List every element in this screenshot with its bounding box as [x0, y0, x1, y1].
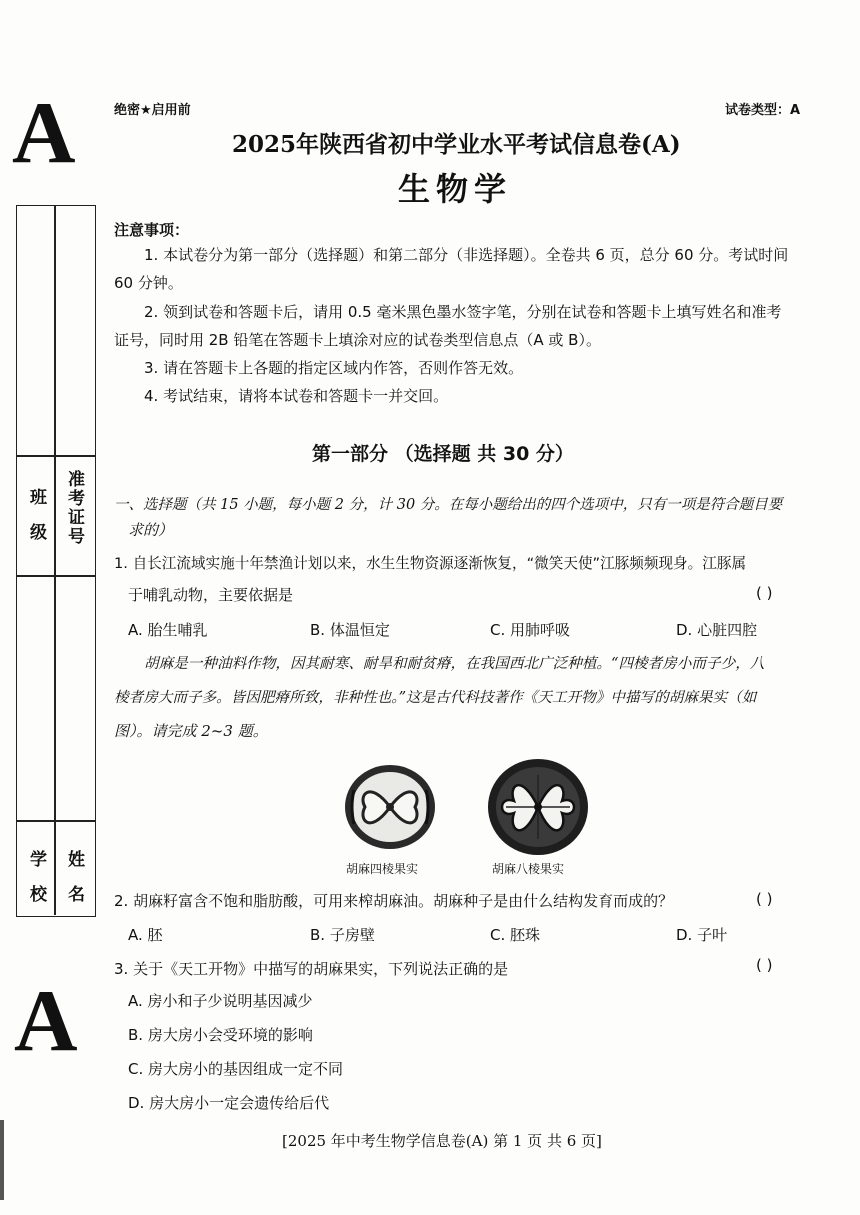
scan-edge-shadow	[0, 1120, 4, 1200]
notice-line: 60 分钟。	[114, 274, 183, 292]
notice-heading: 注意事项：	[114, 221, 190, 239]
notice-line: 4. 考试结束，请将本试卷和答题卡一并交回。	[144, 387, 449, 405]
paper-type-letter-top: A	[12, 85, 76, 182]
question-1-option-d: D. 心脏四腔	[676, 621, 758, 639]
school-field-label: 学 校	[26, 850, 46, 908]
question-2-option-b: B. 子房壁	[310, 926, 375, 944]
passage-line: 胡麻是一种油料作物，因其耐寒、耐旱和耐贫瘠，在我国西北广泛种植。“四棱者房小而子少，八	[144, 655, 765, 672]
question-3-stem: 3. 关于《天工开物》中描写的胡麻果实，下列说法正确的是	[114, 960, 509, 978]
question-2-option-a: A. 胚	[128, 926, 163, 944]
four-ridge-capsule-image	[340, 760, 440, 855]
binding-strip-divider	[54, 205, 56, 915]
class-field-label: 班 级	[26, 488, 46, 546]
exam-title: 2025年陕西省初中学业水平考试信息卷(A)	[232, 131, 681, 158]
confidential-mark: 绝密★启用前	[114, 103, 191, 118]
question-2-stem: 2. 胡麻籽富含不饱和脂肪酸，可用来榨胡麻油。胡麻种子是由什么结构发育而成的？	[114, 892, 674, 910]
paper-type-letter-bottom: A	[14, 973, 78, 1070]
question-1-option-b: B. 体温恒定	[310, 621, 390, 639]
part-one-title: 第一部分 （选择题 共 30 分）	[312, 443, 574, 465]
eight-ridge-capsule-caption: 胡麻八棱果实	[492, 862, 565, 876]
four-ridge-capsule-caption: 胡麻四棱果实	[346, 862, 419, 876]
question-1-option-c: C. 用肺呼吸	[490, 621, 571, 639]
name-field-label: 姓 名	[64, 850, 84, 908]
question-1-stem: 1. 自长江流域实施十年禁渔计划以来，水生生物资源逐渐恢复，“微笑天使”江豚频频现身。江豚属	[114, 555, 747, 572]
page-footer: [2025 年中考生物学信息卷(A) 第 1 页 共 6 页]	[282, 1132, 602, 1150]
question-1-option-a: A. 胎生哺乳	[128, 621, 208, 639]
notice-line: 3. 请在答题卡上各题的指定区域内作答，否则作答无效。	[144, 359, 524, 377]
question-1-stem-cont: 于哺乳动物，主要依据是	[128, 586, 294, 604]
section-instructions: 一、选择题（共 15 小题，每小题 2 分，计 30 分。在每小题给出的四个选项中，只有一项是符合题目要	[114, 497, 783, 513]
passage-line: 图）。请完成 2~3 题。	[114, 722, 268, 740]
question-3-option-a: A. 房小和子少说明基因减少	[128, 992, 313, 1010]
question-3-option-d: D. 房大房小一定会遗传给后代	[128, 1094, 330, 1112]
notice-line: 1. 本试卷分为第一部分（选择题）和第二部分（非选择题）。全卷共 6 页，总分 60 分。考试时间	[144, 246, 789, 264]
answer-bracket: ( )	[756, 890, 773, 908]
binding-strip-rule	[16, 455, 96, 457]
passage-line: 棱者房大而子多。皆因肥瘠所致，非种性也。”这是古代科技著作《天工开物》中描写的胡麻果实（如	[114, 689, 757, 706]
question-2-option-d: D. 子叶	[676, 926, 728, 944]
exam-number-field-label: 准考证号	[64, 470, 84, 546]
paper-type-label: 试卷类型：A	[725, 103, 801, 118]
answer-bracket: ( )	[756, 584, 773, 602]
notice-line: 2. 领到试卷和答题卡后，请用 0.5 毫米黑色墨水签字笔，分别在试卷和答题卡上填写姓名和准考	[144, 303, 782, 321]
question-2-option-c: C. 胚珠	[490, 926, 541, 944]
binding-strip-rule	[16, 820, 96, 822]
answer-bracket: ( )	[756, 956, 773, 974]
subject-title: 生物学	[398, 170, 513, 208]
notice-line: 证号，同时用 2B 铅笔在答题卡上填涂对应的试卷类型信息点（A 或 B）。	[114, 331, 601, 349]
binding-strip	[16, 205, 96, 917]
question-3-option-b: B. 房大房小会受环境的影响	[128, 1026, 313, 1044]
question-3-option-c: C. 房大房小的基因组成一定不同	[128, 1060, 344, 1078]
binding-strip-rule	[16, 575, 96, 577]
section-instructions-cont: 求的）	[128, 521, 174, 539]
eight-ridge-capsule-image	[484, 755, 592, 860]
